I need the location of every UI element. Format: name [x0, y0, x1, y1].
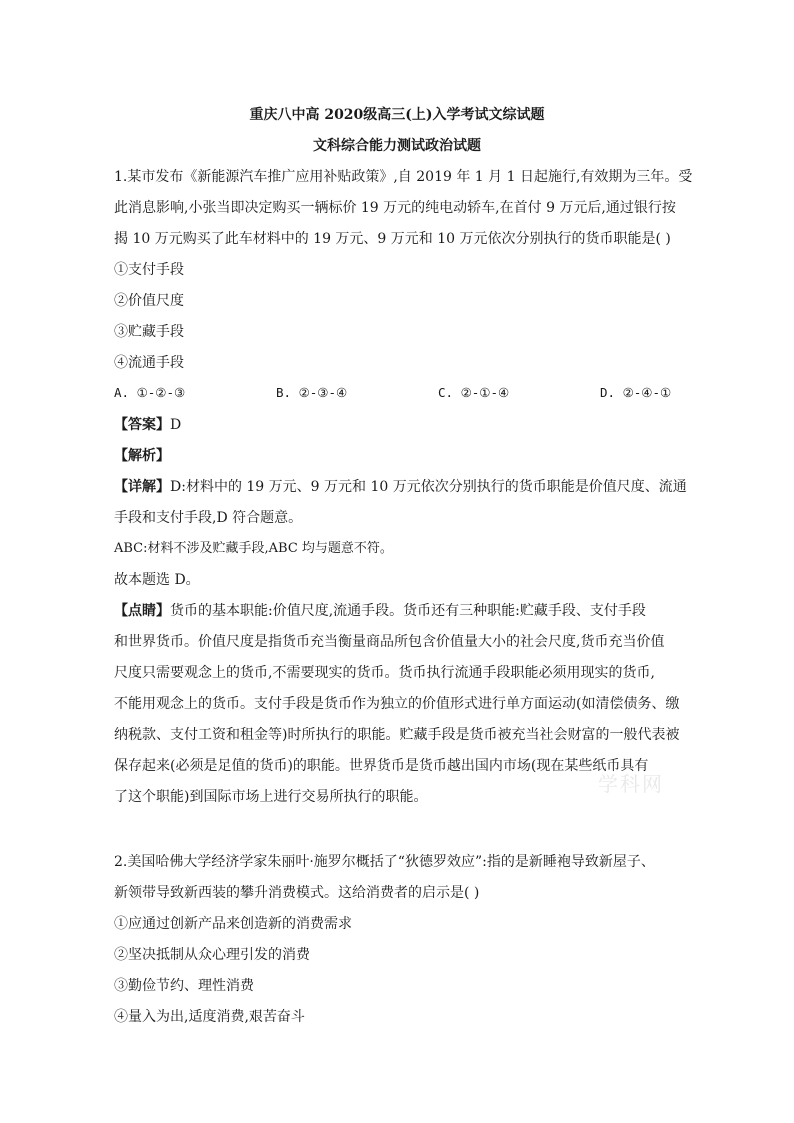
q1-tip-line-3: 尺度只需要观念上的货币,不需要现实的货币。货币执行流通手段职能必须用现实的货币,: [114, 665, 655, 681]
watermark: 学科网: [598, 772, 664, 796]
answer-label: 【答案】: [114, 417, 170, 433]
q2-option-4: ④量入为出,适度消费,艰苦奋斗: [114, 1009, 305, 1025]
exam-subtitle: 文科综合能力测试政治试题: [313, 138, 481, 154]
q1-tip-line-7: 了这个职能)到国际市场上进行交易所执行的职能。: [114, 789, 428, 805]
q1-abc-note: ABC:材料不涉及贮藏手段,ABC 均与题意不符。: [114, 541, 393, 556]
q2-stem-line-1: 2.美国哈佛大学经济学家朱丽叶·施罗尔概括了“狄德罗效应”:指的是新睡袍导致新屋子、: [114, 854, 655, 870]
q1-stem-line-2: 此消息影响,小张当即决定购买一辆标价 19 万元的纯电动轿车,在首付 9 万元后,通过银行按: [114, 200, 676, 216]
q2-stem-line-2: 新领带导致新西装的攀升消费模式。这给消费者的启示是( ): [114, 885, 480, 901]
q1-tip-line-4: 不能用观念上的货币。支付手段是货币作为独立的价值形式进行单方面运动(如清偿债务、缴: [114, 696, 680, 712]
detail-text-1: D:材料中的 19 万元、9 万元和 10 万元依次分别执行的货币职能是价值尺度、流通: [170, 479, 687, 495]
q1-choice-a: A. ①-②-③: [114, 385, 186, 400]
q1-tip-line-1: [114, 602, 684, 620]
q1-option-1: ①支付手段: [114, 262, 184, 278]
tip-text-1: 货币的基本职能:价值尺度,流通手段。货币还有三种职能:贮藏手段、支付手段: [170, 603, 646, 619]
q1-choice-c: C. ②-①-④: [438, 385, 510, 400]
q1-conclusion: 故本题选 D。: [114, 572, 200, 588]
q1-detail-line-2: 手段和支付手段,D 符合题意。: [114, 510, 303, 526]
q2-option-2: ②坚决抵制从众心理引发的消费: [114, 947, 310, 963]
q1-stem-line-3: 揭 10 万元购买了此车材料中的 19 万元、9 万元和 10 万元依次分别执行的货币职能是( ): [114, 231, 671, 247]
detail-label: 【详解】: [114, 479, 170, 495]
answer-value: D: [170, 417, 182, 433]
q1-answer: [114, 416, 684, 434]
analysis-label: 【解析】: [114, 448, 170, 464]
q1-tip-line-5: 纳税款、支付工资和租金等)时所执行的职能。贮藏手段是货币被充当社会财富的一般代表被: [114, 727, 680, 743]
q1-choice-d: D. ②-④-①: [600, 385, 672, 400]
q1-stem-line-1: 1.某市发布《新能源汽车推广应用补贴政策》,自 2019 年 1 月 1 日起施行,有效期为三年。受: [114, 169, 693, 185]
exam-title: 重庆八中高 2020级高三(上)入学考试文综试题: [249, 107, 545, 123]
q2-option-3: ③勤俭节约、理性消费: [114, 978, 254, 994]
q1-analysis: [114, 447, 684, 465]
q1-option-3: ③贮藏手段: [114, 324, 184, 340]
q1-option-2: ②价值尺度: [114, 293, 184, 309]
q1-option-4: ④流通手段: [114, 355, 184, 371]
q2-option-1: ①应通过创新产品来创造新的消费需求: [114, 916, 352, 932]
q1-choice-b: B. ②-③-④: [276, 385, 348, 400]
tip-label: 【点睛】: [114, 603, 170, 619]
q1-tip-line-6: 保存起来(必须是足值的货币)的职能。世界货币是货币越出国内市场(现在某些纸币具有: [114, 758, 649, 774]
q1-tip-line-2: 和世界货币。价值尺度是指货币充当衡量商品所包含价值量大小的社会尺度,货币充当价值: [114, 634, 665, 650]
q1-choices: [114, 385, 684, 403]
q1-detail-line-1: [114, 478, 687, 496]
